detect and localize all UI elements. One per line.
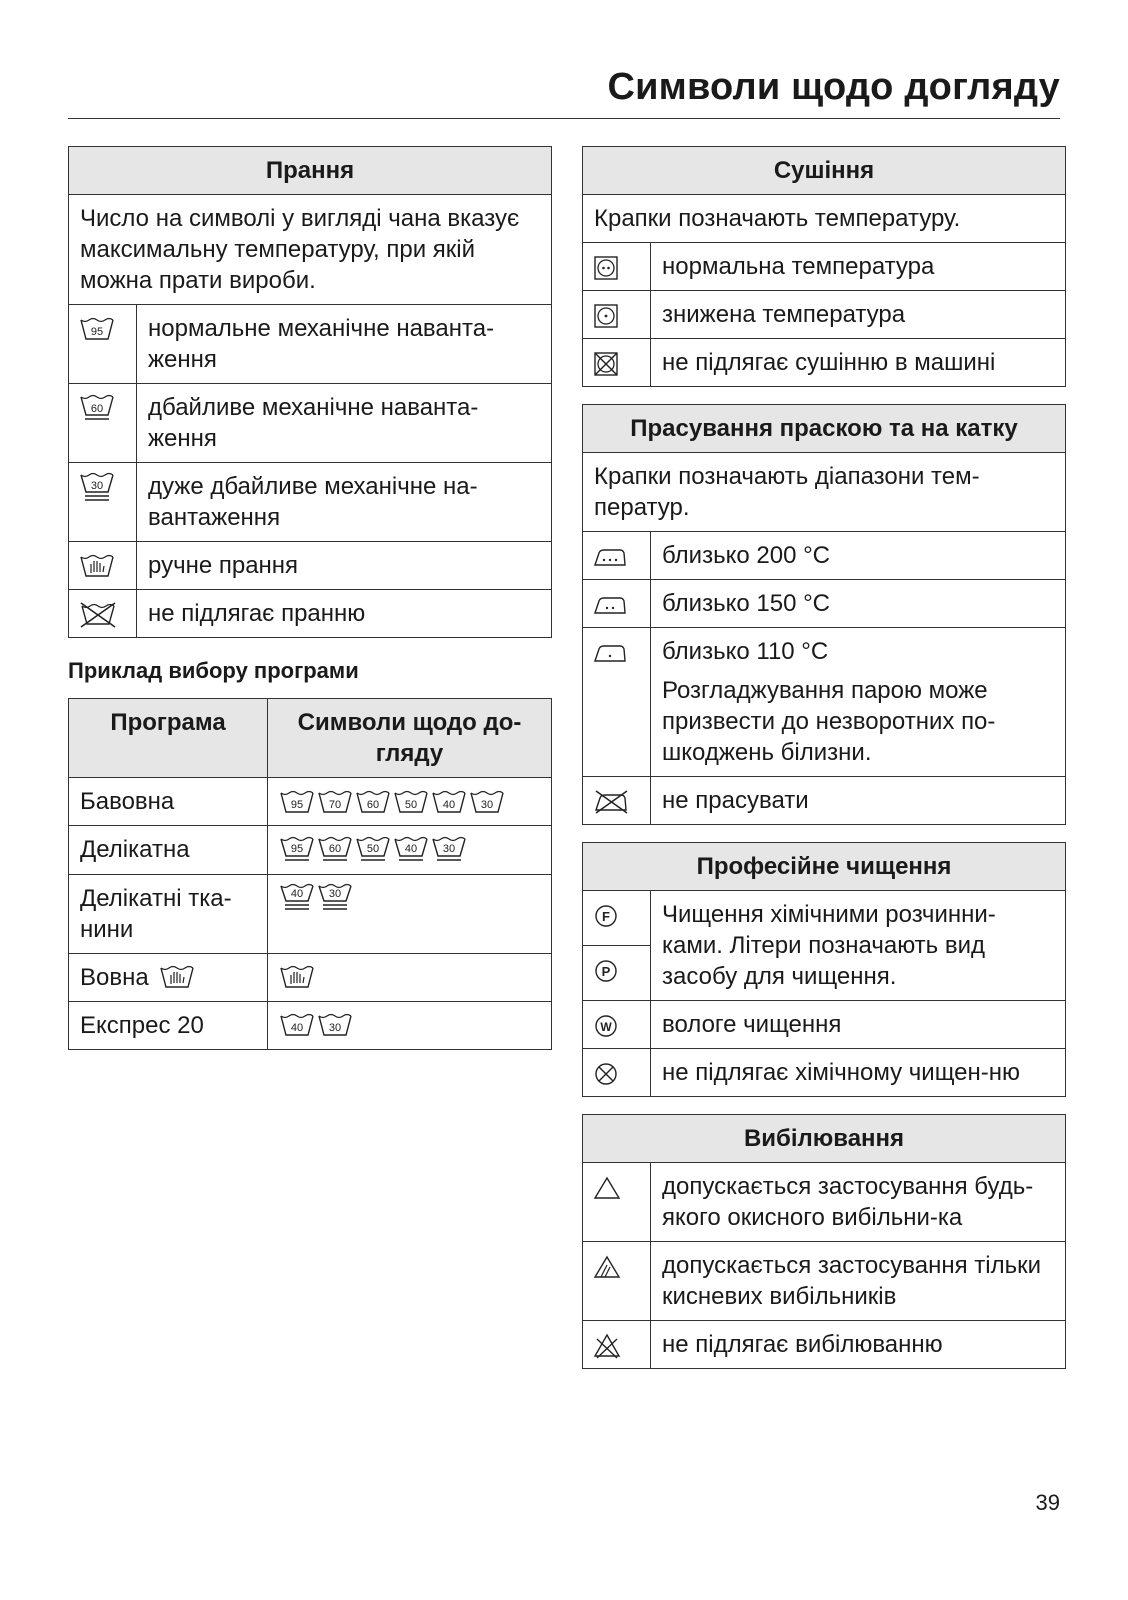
do-not-tumble-dry-icon — [593, 351, 619, 377]
ironing-table — [582, 404, 1066, 825]
table-row — [69, 463, 552, 542]
wash-tub-40-icon — [431, 790, 467, 816]
drying-table — [582, 146, 1066, 387]
svg-text:30: 30 — [442, 842, 456, 855]
wash-tub-30-icon — [469, 790, 505, 816]
table-row — [69, 826, 552, 875]
hand-wash-icon — [279, 965, 315, 991]
table-row — [583, 1049, 1066, 1097]
ironing-row-text: близько 110 °C — [662, 638, 829, 665]
iron-1-dot-icon — [593, 642, 627, 664]
svg-text:95: 95 — [290, 798, 304, 811]
table-row — [69, 778, 552, 826]
wash-tub-95-icon — [279, 836, 315, 866]
washing-table — [68, 146, 552, 638]
program-symbols — [268, 874, 552, 953]
svg-text:30: 30 — [90, 479, 104, 492]
wash-tub-95-icon — [279, 790, 315, 816]
program-example-table — [68, 698, 552, 1050]
page-number: 39 — [1035, 1490, 1060, 1515]
wash-tub-60-icon — [355, 790, 391, 816]
table-row — [583, 1163, 1066, 1242]
hand-wash-icon — [79, 554, 115, 580]
wash-tub-60-icon — [317, 836, 353, 866]
no-dry-clean-text: не підлягає хімічному чищен-ню — [651, 1049, 1066, 1097]
svg-text:40: 40 — [290, 887, 304, 900]
svg-text:95: 95 — [290, 842, 304, 855]
title-rule — [68, 118, 1060, 119]
svg-text:P: P — [601, 963, 611, 979]
washing-heading: Прання — [69, 147, 552, 195]
svg-text:40: 40 — [290, 1022, 304, 1035]
svg-text:40: 40 — [404, 842, 418, 855]
drying-row-text: нормальна температура — [651, 243, 1066, 291]
left-column — [68, 146, 552, 1050]
svg-text:50: 50 — [404, 798, 418, 811]
professional-heading: Професійне чищення — [583, 843, 1066, 891]
table-row — [69, 953, 552, 1001]
washing-intro: Число на символі у вигляді чана вказує максимальну температуру, при якій можна прати вироби. — [69, 195, 552, 305]
table-row — [69, 305, 552, 384]
washing-row-text: не підлягає пранню — [137, 590, 552, 638]
wash-tub-40-icon — [279, 883, 315, 917]
table-row — [583, 628, 1066, 777]
col-program-header: Програма — [69, 699, 268, 778]
ironing-row-text: близько 150 °C — [651, 580, 1066, 628]
wash-95-icon — [79, 317, 115, 343]
svg-text:40: 40 — [442, 798, 456, 811]
bleaching-row-text: допускається застосування будь-якого окисного вибільни-ка — [651, 1163, 1066, 1242]
bleaching-row-text: не підлягає вибілюванню — [651, 1321, 1066, 1369]
dry-normal-icon — [593, 255, 619, 281]
bleaching-row-text: допускається застосування тільки кисневих вибільників — [651, 1242, 1066, 1321]
wool-icon — [159, 965, 195, 991]
program-name: Делікатна — [69, 826, 268, 875]
wash-tub-40-icon — [279, 1013, 315, 1039]
table-row — [583, 891, 1066, 946]
wash-tub-30-icon — [317, 1013, 353, 1039]
table-row — [583, 580, 1066, 628]
table-row — [69, 874, 552, 953]
table-row — [69, 1001, 552, 1049]
table-row — [583, 243, 1066, 291]
table-row — [583, 777, 1066, 825]
drying-heading: Сушіння — [583, 147, 1066, 195]
svg-text:30: 30 — [328, 887, 342, 900]
bleach-oxygen-only-icon — [593, 1255, 621, 1279]
table-row — [583, 339, 1066, 387]
svg-text:30: 30 — [328, 1022, 342, 1035]
ironing-heading: Прасування праскою та на катку — [583, 405, 1066, 453]
solvent-text: Чищення хімічними розчинни-ками. Літери позначають вид засобу для чищення. — [651, 891, 1066, 1001]
svg-text:60: 60 — [90, 402, 104, 415]
page-title: Символи щодо догляду — [607, 66, 1060, 108]
svg-text:95: 95 — [90, 325, 104, 338]
dry-clean-p-icon — [593, 958, 619, 984]
svg-text:60: 60 — [328, 842, 342, 855]
ironing-row-text: близько 200 °C — [651, 532, 1066, 580]
do-not-wash-icon — [79, 602, 117, 628]
bleaching-table — [582, 1114, 1066, 1369]
wash-tub-40-icon — [393, 836, 429, 866]
drying-intro: Крапки позначають температуру. — [583, 195, 1066, 243]
svg-text:F: F — [602, 908, 610, 924]
washing-row-text: дбайливе механічне наванта-ження — [137, 384, 552, 463]
dry-clean-f-icon — [593, 903, 619, 929]
drying-row-text: знижена температура — [651, 291, 1066, 339]
program-name: Бавовна — [69, 778, 268, 826]
wet-clean-w-icon — [593, 1013, 619, 1039]
wash-tub-30-icon — [431, 836, 467, 866]
program-name: Експрес 20 — [69, 1001, 268, 1049]
wash-tub-50-icon — [393, 790, 429, 816]
wash-tub-30-icon — [317, 883, 353, 917]
ironing-note: Розгладжування парою може призвести до незворотних по-шкоджень білизни. — [662, 677, 996, 766]
professional-cleaning-table — [582, 842, 1066, 1097]
svg-text:30: 30 — [480, 798, 494, 811]
program-example-heading: Приклад вибору програми — [68, 658, 359, 683]
bleach-any-icon — [593, 1176, 621, 1200]
bleaching-heading: Вибілювання — [583, 1115, 1066, 1163]
table-row — [69, 590, 552, 638]
do-not-iron-icon — [593, 789, 629, 815]
wash-tub-50-icon — [355, 836, 391, 866]
program-name: Вовна — [80, 963, 149, 991]
do-not-bleach-icon — [593, 1333, 621, 1359]
right-column — [582, 146, 1066, 1369]
wet-clean-text: вологе чищення — [651, 1001, 1066, 1049]
col-symbols-header: Символи щодо до-гляду — [268, 699, 552, 778]
ironing-row-text: не прасувати — [651, 777, 1066, 825]
iron-2-dots-icon — [593, 594, 627, 616]
program-name: Делікатні тка-нини — [69, 874, 268, 953]
table-row — [69, 384, 552, 463]
wash-30-very-gentle-icon — [79, 472, 115, 504]
washing-row-text: нормальне механічне наванта-ження — [137, 305, 552, 384]
program-symbols — [268, 826, 552, 875]
table-row — [583, 1242, 1066, 1321]
table-row — [583, 1001, 1066, 1049]
svg-text:W: W — [600, 1019, 612, 1034]
table-row — [583, 291, 1066, 339]
wash-tub-70-icon — [317, 790, 353, 816]
svg-text:50: 50 — [366, 842, 380, 855]
ironing-intro: Крапки позначають діапазони тем-ператур. — [583, 453, 1066, 532]
table-row — [69, 542, 552, 590]
dry-low-icon — [593, 303, 619, 329]
washing-row-text: дуже дбайливе механічне на-вантаження — [137, 463, 552, 542]
program-name-cell — [69, 953, 268, 1001]
ironing-row-cell — [651, 628, 1066, 777]
program-symbols — [268, 953, 552, 1001]
program-symbols — [268, 1001, 552, 1049]
wash-60-gentle-icon — [79, 394, 115, 424]
program-symbols — [268, 778, 552, 826]
washing-row-text: ручне прання — [137, 542, 552, 590]
table-row — [583, 532, 1066, 580]
iron-3-dots-icon — [593, 546, 627, 568]
do-not-dry-clean-icon — [593, 1061, 619, 1087]
table-row — [583, 1321, 1066, 1369]
svg-text:60: 60 — [366, 798, 380, 811]
svg-text:70: 70 — [328, 798, 342, 811]
drying-row-text: не підлягає сушінню в машині — [651, 339, 1066, 387]
